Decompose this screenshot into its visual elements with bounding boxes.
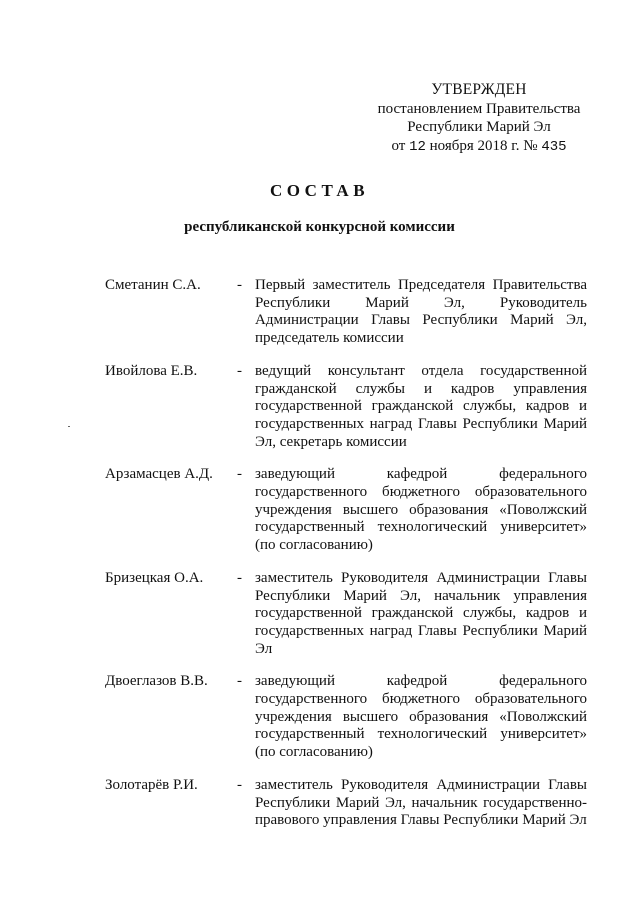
date-month-year: ноября 2018 г. №: [429, 137, 538, 154]
scan-speck: [68, 426, 70, 427]
member-position: заместитель Руководителя Администрации Главы Республики Марий Эл, начальник государственно-правового управления Главы Республики Марий Эл: [255, 776, 587, 829]
member-position: заведующий кафедрой федерального государственного бюджетного образовательного учреждения высшего образования «Поволжский государственный технологический университет» (по согласованию): [255, 673, 587, 761]
member-name: Арзамасцев А.Д.: [105, 466, 213, 483]
list-item: [105, 570, 587, 659]
member-name: Ивойлова Е.В.: [105, 362, 198, 379]
member-dash: -: [237, 466, 242, 483]
page-title: СОСТАВ: [269, 181, 370, 200]
member-dash: -: [237, 277, 242, 293]
member-position: Первый заместитель Председателя Правительства Республики Марий Эл, Руководитель Администрации Главы Республики Марий Эл, председатель комиссии: [255, 277, 587, 347]
member-name: Бризецкая О.А.: [105, 569, 204, 586]
approval-stamp: [369, 81, 589, 156]
list-item: [105, 363, 587, 452]
approved-heading: УТВЕРЖДЕН: [431, 81, 527, 98]
list-item: [105, 673, 587, 762]
approval-resolution-line: постановлением Правительства: [377, 100, 581, 117]
member-position: заведующий кафедрой федерального государственного бюджетного образовательного учреждения высшего образования «Поволжский государственный технологический университет» (по согласованию): [255, 466, 587, 554]
date-prefix: от: [391, 137, 406, 154]
date-day: 12: [409, 138, 426, 155]
decree-number: 435: [541, 138, 567, 155]
member-name: Двоеглазов В.В.: [105, 673, 208, 690]
commission-member-list: [105, 277, 587, 845]
member-dash: -: [237, 776, 242, 793]
member-name: Золотарёв Р.И.: [105, 776, 198, 793]
list-item: [105, 277, 587, 348]
member-position: ведущий консультант отдела государственной гражданской службы и кадров управления государственной гражданской службы, кадров и государственных наград Главы Республики Марий Эл, секретарь комиссии: [255, 362, 587, 450]
member-dash: -: [237, 673, 242, 690]
member-dash: -: [237, 362, 242, 379]
list-item: [105, 777, 587, 830]
approval-date-line: [369, 137, 589, 157]
approval-republic-line: Республики Марий Эл: [407, 119, 551, 135]
member-name: Сметанин С.А.: [105, 277, 201, 293]
member-dash: -: [237, 569, 242, 586]
page-subtitle: республиканской конкурсной комиссии: [184, 219, 455, 235]
member-position: заместитель Руководителя Администрации Главы Республики Марий Эл, начальник управления государственной гражданской службы, кадров и государственных наград Главы Республики Марий Эл: [255, 569, 587, 657]
list-item: [105, 466, 587, 555]
